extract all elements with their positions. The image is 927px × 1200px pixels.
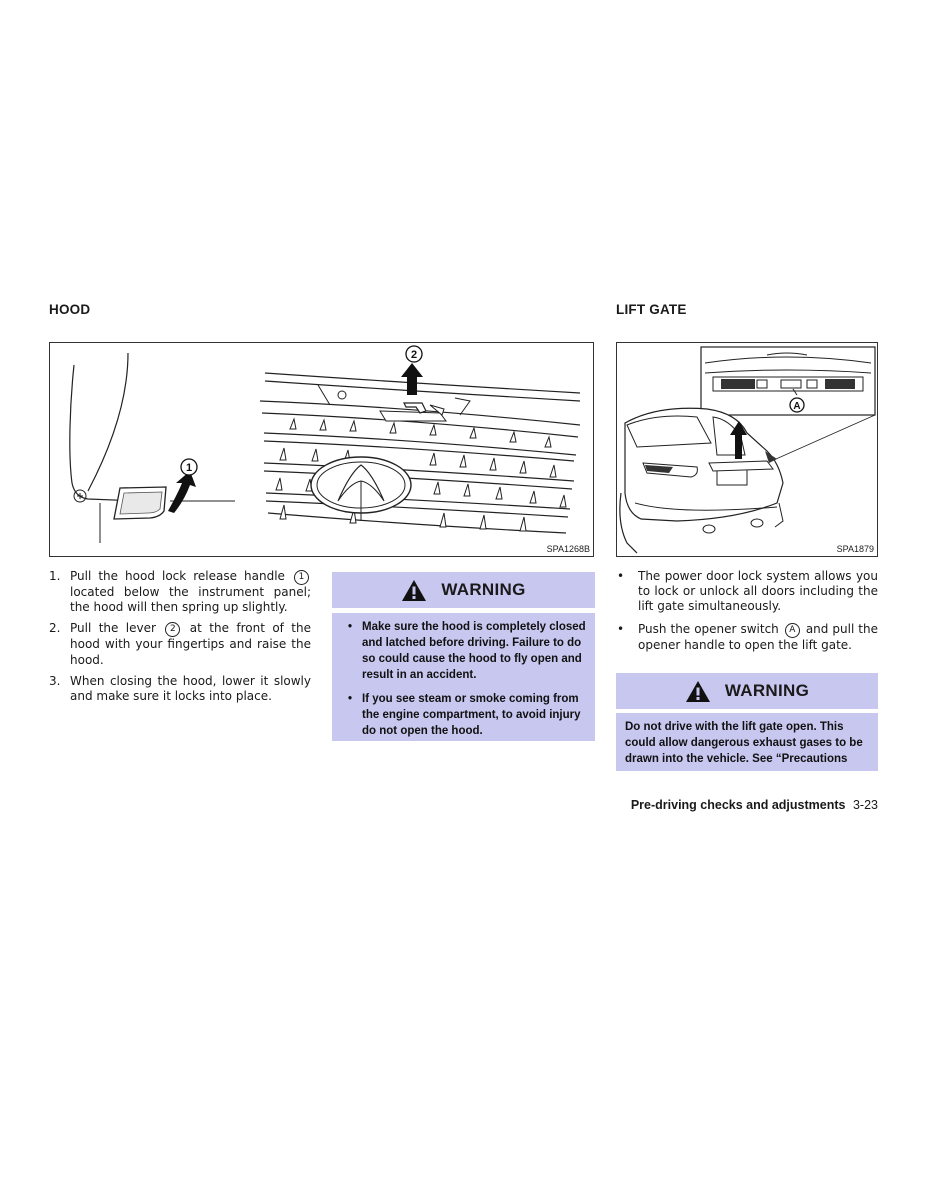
hood-warning-item: • If you see steam or smoke coming from the engine compartment, to avoid injury do not open the hood. bbox=[348, 693, 581, 737]
step-text: When closing the hood, lower it slowly and make sure it locks into place. bbox=[70, 673, 311, 704]
marker-a-icon: A bbox=[785, 623, 800, 638]
lift-gate-bullet-2 bbox=[616, 622, 878, 653]
marker-1-icon: 1 bbox=[294, 570, 309, 585]
bullet-icon: • bbox=[617, 621, 625, 636]
hood-figure bbox=[49, 342, 594, 557]
step-number: 3. bbox=[49, 673, 61, 688]
lift-gate-warning-title: WARNING bbox=[724, 681, 810, 700]
hood-step-2 bbox=[49, 621, 311, 667]
hood-illustration bbox=[50, 343, 594, 557]
svg-text:A: A bbox=[793, 401, 801, 412]
step-number: 1. bbox=[49, 569, 61, 583]
step-text: Pull the hood lock release handle bbox=[70, 569, 285, 583]
hood-step-3 bbox=[49, 674, 311, 704]
lift-gate-figure bbox=[616, 342, 878, 557]
step-text: at the front of the hood with your fingertips and raise the hood. bbox=[70, 621, 311, 667]
callout-2-icon bbox=[406, 346, 422, 362]
footer-section: Pre-driving checks and adjustments bbox=[630, 798, 846, 812]
step-number: 2. bbox=[49, 621, 61, 636]
lift-gate-bullet-1 bbox=[616, 569, 878, 615]
lift-gate-warning-header bbox=[616, 673, 878, 709]
bullet-text: and pull the opener handle to open the lift gate. bbox=[638, 621, 878, 652]
lift-gate-bullets bbox=[616, 569, 878, 660]
lift-gate-warning-text: Do not drive with the lift gate open. This could allow dangerous exhaust gases to be drawn into the vehicle. See “Precautions bbox=[625, 721, 863, 765]
marker-2-icon: 2 bbox=[165, 622, 180, 637]
lift-gate-warning-body bbox=[616, 713, 878, 771]
svg-text:2: 2 bbox=[410, 349, 418, 361]
warning-triangle-icon bbox=[401, 579, 427, 602]
hood-steps bbox=[49, 569, 311, 710]
bullet-icon: • bbox=[617, 569, 625, 583]
callout-1-icon bbox=[181, 459, 197, 475]
svg-text:1: 1 bbox=[185, 462, 193, 474]
callout-a-icon bbox=[790, 398, 804, 412]
hood-heading: HOOD bbox=[49, 302, 91, 317]
page-footer bbox=[631, 798, 878, 812]
bullet-text: The power door lock system allows you to lock or unlock all doors including the lift gate simultaneously. bbox=[638, 569, 878, 614]
step-text: Pull the lever bbox=[70, 621, 156, 636]
lift-gate-heading: LIFT GATE bbox=[616, 302, 687, 317]
page-number: 3-23 bbox=[852, 798, 878, 812]
hood-warning-title: WARNING bbox=[441, 580, 526, 599]
lift-gate-figure-code: SPA1879 bbox=[836, 544, 874, 554]
warning-triangle-icon bbox=[685, 680, 711, 703]
step-text: located below the instrument panel; the hood will then spring up slightly. bbox=[70, 585, 311, 615]
hood-warning-item: • Make sure the hood is completely closed and latched before driving. Failure to do so could cause the hood to fly open and result in an accident. bbox=[348, 621, 586, 681]
hood-warning-body bbox=[332, 613, 595, 741]
lift-gate-illustration bbox=[617, 343, 878, 557]
hood-step-1 bbox=[49, 569, 311, 615]
hood-figure-code: SPA1268B bbox=[546, 544, 590, 554]
hood-warning-header bbox=[332, 572, 595, 608]
bullet-text: Push the opener switch bbox=[638, 621, 779, 636]
